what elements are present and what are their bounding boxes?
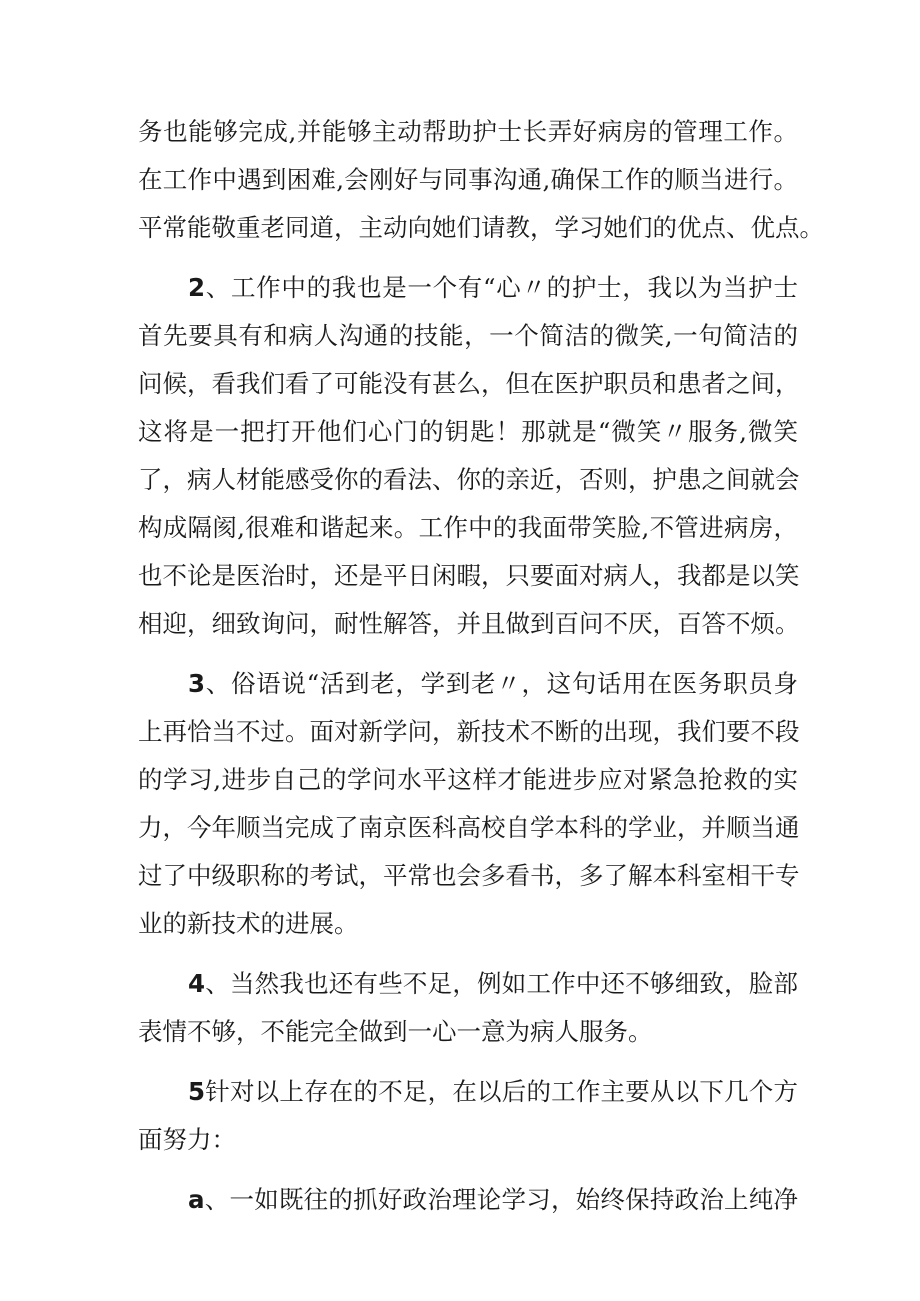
text-line: 平常能敬重老同道，主动向她们请教，学习她们的优点、优点。 (138, 213, 824, 242)
text-line: 了，病人材能感受你的看法、你的亲近，否则，护患之间就会 (138, 465, 800, 494)
text-line (138, 660, 798, 708)
item-letter: a (188, 1185, 205, 1214)
text-line (138, 1068, 798, 1116)
text-line: 在工作中遇到困难,会刚好与同事沟通,确保工作的顺当进行。 (138, 165, 798, 194)
line-text: 、工作中的我也是一个有“心〃的护士，我以为当护士 (205, 273, 798, 302)
text-line: 也不论是医治时，还是平日闲暇，只要面对病人，我都是以笑 (138, 561, 800, 590)
paragraph-item-5 (138, 1068, 798, 1164)
text-line: 这将是一把打开他们心门的钥匙！那就是“微笑〃服务,微笑 (138, 417, 798, 446)
text-line (138, 960, 798, 1008)
item-number: 2 (188, 273, 206, 302)
text-line: 力，今年顺当完成了南京医科高校自学本科的学业，并顺当通 (138, 813, 800, 842)
paragraph-item-4 (138, 960, 798, 1056)
text-line: 构成隔阂,很难和谐起来。工作中的我面带笑脸,不管进病房， (138, 513, 798, 542)
text-line: 表情不够，不能完全做到一心一意为病人服务。 (138, 1017, 653, 1046)
text-line: 业的新技术的进展。 (138, 909, 359, 938)
line-text: 、一如既往的抓好政治理论学习，始终保持政治上纯净 (204, 1185, 798, 1214)
paragraph-item-3 (138, 660, 798, 948)
paragraph-item-2 (138, 264, 798, 648)
line-text: 、当然我也还有些不足，例如工作中还不够细致，脸部 (205, 969, 798, 998)
line-text: 针对以上存在的不足，在以后的工作主要从以下几个方 (205, 1077, 798, 1106)
item-number: 5 (188, 1077, 206, 1106)
item-number: 3 (188, 669, 206, 698)
text-line: 相迎，细致询问，耐性解答，并且做到百问不厌，百答不烦。 (138, 609, 800, 638)
item-number: 4 (188, 969, 206, 998)
text-line: 问候，看我们看了可能没有甚么，但在医护职员和患者之间， (138, 369, 800, 398)
text-line (138, 1176, 798, 1224)
paragraph-item-a (138, 1176, 798, 1224)
text-line: 过了中级职称的考试，平常也会多看书，多了解本科室相干专 (138, 861, 800, 890)
text-line: 面努力： (138, 1125, 236, 1154)
text-line: 务也能够完成,并能够主动帮助护士长弄好病房的管理工作。 (138, 117, 798, 146)
document-body (138, 108, 824, 1236)
text-line: 上再恰当不过。面对新学问，新技术不断的出现，我们要不段 (138, 717, 800, 746)
paragraph-continued (138, 108, 824, 252)
text-line (138, 264, 798, 312)
text-line: 首先要具有和病人沟通的技能，一个简洁的微笑,一句简洁的 (138, 321, 798, 350)
line-text: 、俗语说“活到老，学到老〃，这句话用在医务职员身 (205, 669, 798, 698)
text-line: 的学习,进步自己的学问水平这样才能进步应对紧急抢救的实 (138, 765, 798, 794)
